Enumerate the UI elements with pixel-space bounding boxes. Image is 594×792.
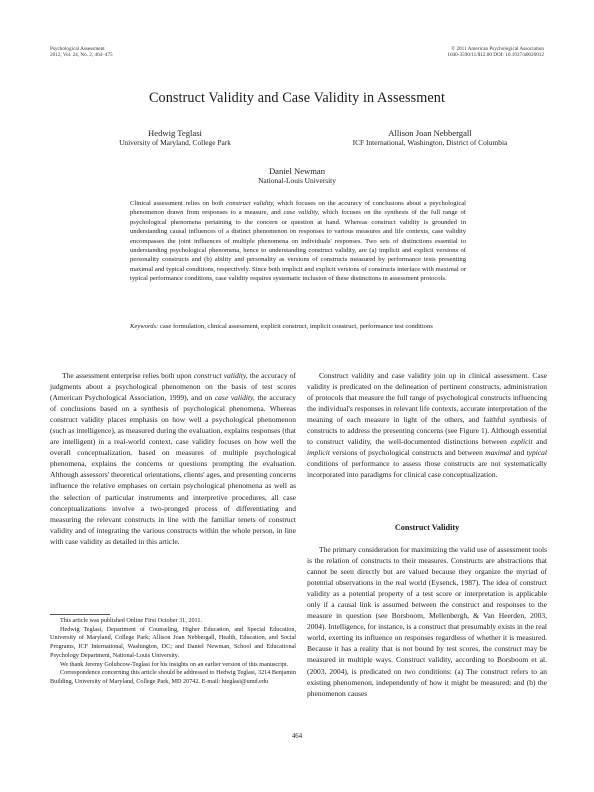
page-number: 464 (291, 733, 303, 740)
body-term: implicit (307, 448, 330, 458)
author-1 (60, 128, 290, 147)
body-text: The assessment enterprise relies both upon (62, 371, 194, 380)
author-affiliation: National-Louis University (258, 176, 336, 185)
footnote: Correspondence concerning this article should be addressed to Hedwig Teglasi, 3214 Benjamin Building, University of Maryland, College Park, MD 20742. E-mail: hteglasi@umd.edu (50, 669, 296, 685)
body-column-right (307, 370, 547, 480)
body-term: explicit (510, 437, 533, 447)
abstract-term: construct validity, (226, 200, 275, 207)
body-text: and (511, 448, 527, 458)
footnote: Hedwig Teglasi, Department of Counseling, Higher Education, and Special Education, University of Maryland, College Park; Allison Joan Nebbergall, Health, Education, and Social Programs, ICF International, Washington, DC; and Daniel Newman, School and Educational Psychology Department, National-Louis University. (50, 625, 296, 659)
body-text: the accuracy of judgments about a psychological phenomenon on the basis of test scores (American Psychological Association, 1999), and on (50, 371, 296, 403)
author-name: Hedwig Teglasi (148, 128, 202, 138)
doi-line: 1040-3590/11/$12.00 DOI: 10.1037/a0026012 (447, 52, 544, 59)
body-column-left (50, 370, 296, 547)
body-term: case validity, (214, 393, 255, 403)
author-affiliation: University of Maryland, College Park (119, 138, 231, 147)
journal-header-left (50, 46, 113, 59)
abstract-text: which focuses on the accuracy of conclusions about a psychological phenomenon drawn from responses to a measure, and (130, 200, 467, 217)
author-3 (197, 166, 397, 185)
body-paragraph: The primary consideration for maximizing the valid use of assessment tools is the relation of constructs to their measures. Constructs are abstractions that cannot be seen directly but are valued because they organize the myriad of potential observations in the real world (Eysenck, 1987). The idea of construct validity as a potential property of a test score or interpretation is applicable only if a causal link is assumed between the construct and responses to the measure in question (see Borsboom, Mellenbergh, & Van Heerden, 2003, 2004). Intelligence, for instance, is a construct that presumably exists in the real world, exerting its influence on responses regardless of whether it is measured. Because it has a reality that is not bound by test scores, the construct may be measured in multiple ways. Construct validity, according to Borsboom et al. (2003, 2004), is predicated on two conditions: (a) The construct refers to an existing phenomenon, independently of how it might be measured; and (b) the phenomenon causes (307, 545, 547, 698)
body-term: maximal (485, 448, 512, 458)
keywords-label: Keywords: (130, 323, 159, 330)
footnotes (50, 617, 296, 687)
keywords-text: case formulation, clinical assessment, explicit construct, implicit construct, performance test conditions (158, 323, 433, 330)
author-2 (298, 128, 562, 147)
body-column-right-continued (307, 544, 547, 699)
journal-header-right (447, 46, 544, 59)
article-title: Construct Validity and Case Validity in Assessment (148, 90, 446, 106)
copyright-line: © 2011 American Psychological Association (451, 46, 544, 52)
body-paragraph (307, 370, 547, 480)
body-text: and (532, 437, 547, 447)
body-text: versions of psychological constructs and between (329, 448, 486, 458)
body-text: conditions of performance to assess those constructs are not systematically incorporated into paradigms for clinical case conceptualization. (307, 459, 547, 480)
body-term: construct validity, (193, 371, 248, 380)
body-text: the accuracy of conclusions based on a synthesis of psychological phenomena. Whereas construct validity places emphasis on how well a psychological phenomenon (such as intelligence), as measured during the evaluation, explains responses (that are intelligent) in a real-world context, case validity focuses on how well the overall conceptualization, based on measures of multiple psychological phenomena, explains the concerns or questions prompting the evaluation. Although assessors' theoretical orientations, clients' ages, and presenting concerns influence the relative emphases on certain psychological phenomena as well as the selection of particular instruments and interpretive procedures, all case conceptualizations involve a two-pronged process of differentiating and measuring the relevant constructs in line with the familiar tenets of construct validity and of integrating the various constructs within the whole person, in line with case validity as detailed in this article. (50, 393, 296, 546)
abstract-term: case validity, (283, 209, 320, 217)
footnote: We thank Jeremy Golubcow-Teglasi for his insights on an earlier version of this manuscript. (60, 660, 289, 668)
footnote-divider (50, 614, 110, 615)
keywords (130, 322, 466, 331)
body-text: Construct validity and case validity join up in clinical assessment. Case validity is predicated on the delineation of pertinent constructs, administration of protocols that measure the full range of psychological constructs influencing the individual's responses in relevant life contexts, accurate interpretation of the meaning of each measure in light of the others, and faithful synthesis of constructs to address the presenting concerns (see Figure 1). Although essential to construct validity, the well-documented distinctions between (307, 371, 547, 447)
body-term: typical (526, 448, 547, 458)
body-paragraph (50, 370, 296, 547)
author-name: Allison Joan Nebbergall (388, 128, 472, 138)
author-name: Daniel Newman (268, 166, 326, 176)
journal-name: Psychological Assessment (50, 46, 105, 52)
abstract (130, 199, 466, 284)
journal-issue: 2012, Vol. 24, No. 2, 464–475 (50, 52, 113, 59)
section-heading: Construct Validity (394, 523, 460, 532)
author-affiliation: ICF International, Washington, District of Columbia (352, 138, 508, 147)
footnote: This article was published Online First October 31, 2011. (60, 617, 203, 624)
abstract-text: which focuses on the synthesis of the full range of psychological phenomena pertaining to the concern or question at hand. Whereas construct validity is grounded in understanding causal influences of a distinct phenomenon on responses to various measures and life contexts, case validity encompasses the joint influences of multiple phenomena on individuals' responses. Two sets of distinctions essential to understanding psychological phenomena, hence to understanding construct validity, are (a) implicit and explicit versions of personality constructs and (b) ability and personality as versions of constructs measured by performance tests presenting maximal and typical conditions, respectively. Since both implicit and explicit versions of constructs interface with maximal or typical performance conditions, case validity requires systematic inclusion of these distinctions in assessment protocols. (130, 209, 466, 283)
abstract-text: Clinical assessment relies on both (130, 200, 227, 207)
